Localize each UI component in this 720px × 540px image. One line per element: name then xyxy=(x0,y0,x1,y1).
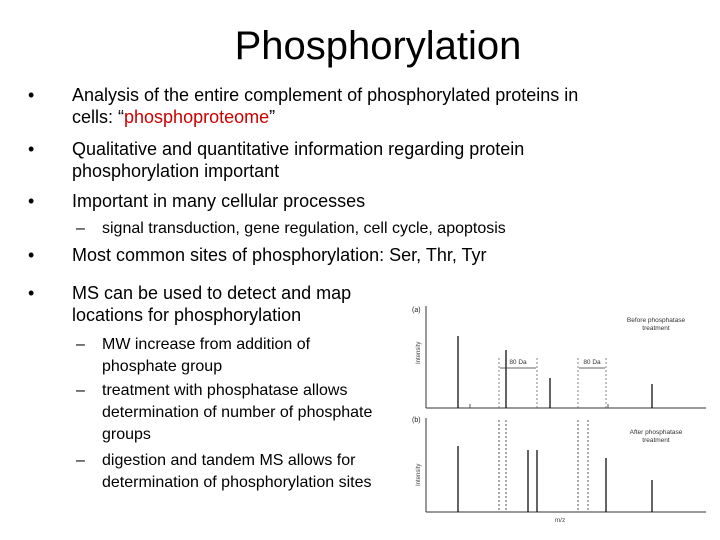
bullet-symbol: • xyxy=(28,139,35,159)
shift-label-1: 80 Da xyxy=(509,359,527,366)
y-axis-label-a: Intensity xyxy=(416,341,422,364)
bullet-symbol: – xyxy=(76,382,85,399)
bullet-line: MS can be used to detect and map xyxy=(72,283,352,303)
bullet-line: Most common sites of phosphorylation: Ser, Thr, Tyr xyxy=(72,245,487,265)
bullet-line: MW increase from addition of xyxy=(102,336,311,353)
bullet-symbol: – xyxy=(76,452,85,469)
bullet-line: phosphorylation important xyxy=(72,161,280,181)
bullet-line: groups xyxy=(102,426,151,443)
bullet-symbol: – xyxy=(76,336,85,353)
bullet-symbol: – xyxy=(76,220,85,237)
bullet-symbol: • xyxy=(28,85,35,105)
bullet-line: locations for phosphorylation xyxy=(72,305,302,325)
y-axis-label-b: Intensity xyxy=(416,463,422,486)
mass-spectra-svg xyxy=(400,300,716,524)
caption-after-line-1: After phosphatase xyxy=(629,429,683,436)
bullet-line: treatment with phosphatase allows xyxy=(102,382,348,399)
bullet-line: Qualitative and quantitative information regarding protein xyxy=(72,139,525,159)
caption-before-line-2: treatment xyxy=(642,325,670,332)
phosphoproteome-term: phosphoproteome xyxy=(124,107,270,127)
mass-spectra-figure xyxy=(400,300,716,524)
panel-a-label: (a) xyxy=(412,307,421,314)
bullet-line: determination of phosphorylation sites xyxy=(102,474,372,491)
shift-label-2: 80 Da xyxy=(583,359,601,366)
caption-after-line-2: treatment xyxy=(642,437,670,444)
x-axis-label: m/z xyxy=(554,517,566,524)
bullet-line-start: cells: “ xyxy=(72,107,125,127)
bullet-line: digestion and tandem MS allows for xyxy=(102,452,356,469)
slide-title: Phosphorylation xyxy=(234,24,522,68)
bullet-line: Analysis of the entire complement of phosphorylated proteins in xyxy=(72,85,579,105)
bullet-line: Important in many cellular processes xyxy=(72,191,366,211)
bullet-line xyxy=(72,106,652,128)
bullet-line: phosphate group xyxy=(102,358,223,375)
caption-before-line-1: Before phosphatase xyxy=(626,317,686,324)
bullet-line: determination of number of phosphate xyxy=(102,404,373,421)
bullet-symbol: • xyxy=(28,245,35,265)
panel-b-label: (b) xyxy=(412,417,421,424)
bullet-line: signal transduction, gene regulation, cell cycle, apoptosis xyxy=(102,220,506,237)
bullet-symbol: • xyxy=(28,191,35,211)
bullet-line-end: ” xyxy=(269,107,276,127)
bullet-symbol: • xyxy=(28,283,35,303)
